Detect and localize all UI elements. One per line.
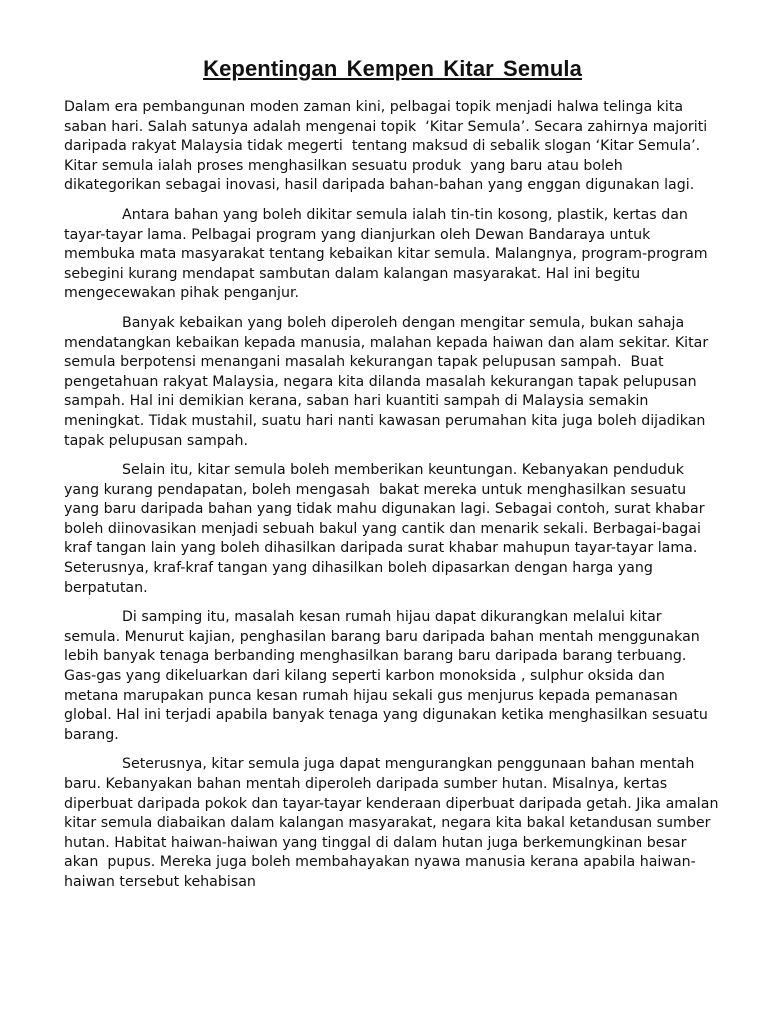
paragraph-benefits: Banyak kebaikan yang boleh diperoleh dengan mengitar semula, bukan sahaja mendatangkan kebaikan kepada manusia, malahan kepada haiwan dan alam sekitar. Kitar semula berpotensi menangani masalah kekurangan tapak pelupusan sampah. Buat pengetahuan rakyat Malaysia, negara kita dilanda masalah kekurangan tapak pelupusan sampah. Hal ini demikian kerana, saban hari kuantiti sampah di Malaysia semakin meningkat. Tidak mustahil, suatu hari nanti kawasan perumahan kita juga boleh dijadikan tapak pelupusan sampah. — [64, 314, 713, 449]
paragraph-profit: Selain itu, kitar semula boleh memberikan keuntungan. Kebanyakan penduduk yang kurang pendapatan, boleh mengasah bakat mereka untuk menghasilkan sesuatu yang baru daripada bahan yang tidak mahu digunakan lagi. Sebagai contoh, surat khabar boleh diinovasikan menjadi sebuah bakul yang cantik dan menarik sekali. Berbagai-bagai kraf tangan lain yang boleh dihasilkan daripada surat khabar mahupun tayar-tayar lama. Seterusnya, kraf-kraf tangan yang dihasilkan boleh dipasarkan dengan harga yang berpatutan. — [64, 462, 710, 596]
paragraph-raw-materials: Seterusnya, kitar semula juga dapat mengurangkan penggunaan bahan mentah baru. Kebanyakan bahan mentah diperoleh daripada sumber hutan. Misalnya, kertas diperbuat daripada pokok dan tayar-tayar kenderaan diperbuat daripada getah. Jika amalan kitar semula diabaikan dalam kalangan masyarakat, negara kita bakal ketandusan sumber hutan. Habitat haiwan-haiwan yang tinggal di dalam hutan juga berkemungkinan besar akan pupus. Mereka juga boleh membahayakan nyawa manusia kerana apabila haiwan-haiwan tersebut kehabisan — [64, 756, 723, 890]
paragraph-materials: Antara bahan yang boleh dikitar semula ialah tin-tin kosong, plastik, kertas dan tayar-tayar lama. Pelbagai program yang dianjurkan oleh Dewan Bandaraya untuk membuka mata masyarakat tentang kebaikan kitar semula. Malangnya, program-program sebegini kurang mendapat sambutan dalam kalangan masyarakat. Hal ini begitu mengecewakan pihak penganjur. — [64, 206, 713, 302]
paragraph-greenhouse: Di samping itu, masalah kesan rumah hijau dapat dikurangkan melalui kitar semula. Menurut kajian, penghasilan barang baru daripada bahan mentah menggunakan lebih banyak tenaga berbanding menghasilkan barang baru daripada barang terbuang. Gas-gas yang dikeluarkan dari kilang seperti karbon monoksida , sulphur oksida dan metana marupakan punca kesan rumah hijau sekali gus menjurus kepada pemanasan global. Hal ini terjadi apabila banyak tenaga yang digunakan ketika menghasilkan sesuatu barang. — [64, 609, 713, 743]
paragraph-intro: Dalam era pembangunan moden zaman kini, pelbagai topik menjadi halwa telinga kita saban hari. Salah satunya adalah mengenai topik ‘Kitar Semula’. Secara zahirnya majoriti daripada rakyat Malaysia tidak megerti tentang maksud di sebalik slogan ‘Kitar Semula’. Kitar semula ialah proses menghasilkan sesuatu produk yang baru atau boleh dikategorikan sebagai inovasi, hasil daripada bahan-bahan yang enggan digunakan lagi. — [64, 99, 712, 194]
document-title: Kepentingan Kempen Kitar Semula — [203, 56, 582, 81]
